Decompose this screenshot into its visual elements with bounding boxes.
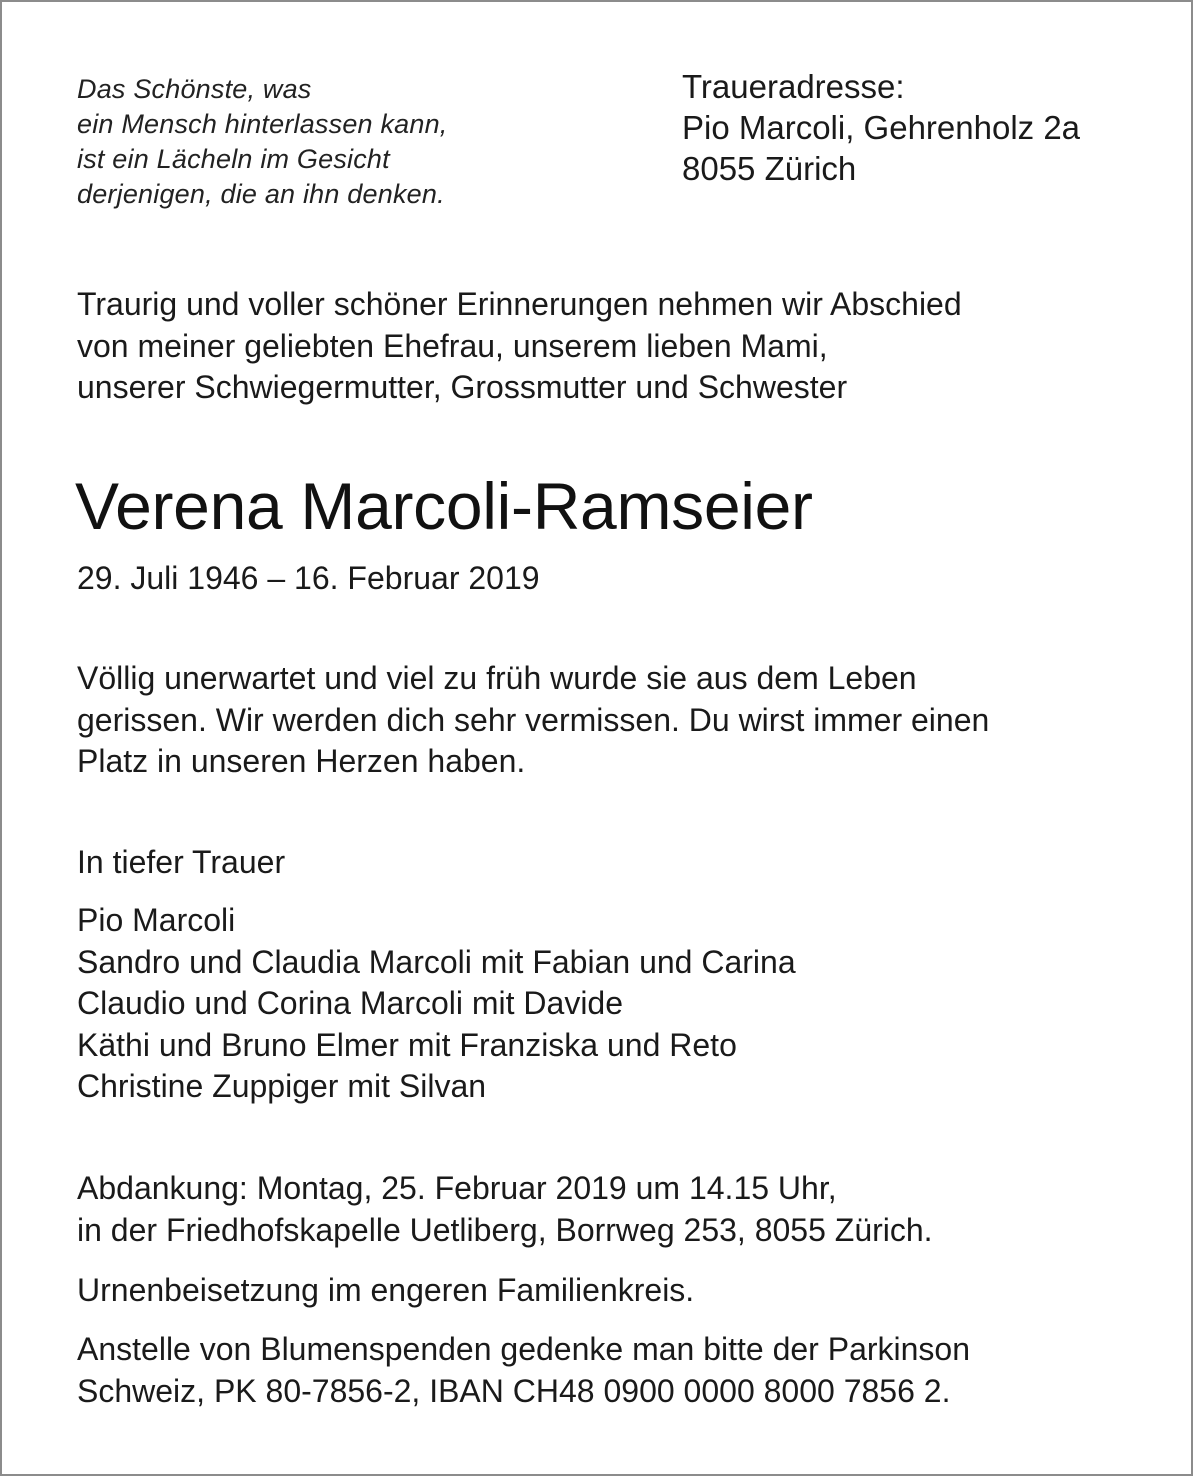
burial-info [77, 1270, 694, 1312]
service-info [77, 1168, 933, 1251]
quote-line: ist ein Lächeln im Gesicht [77, 144, 390, 174]
message-paragraph [77, 658, 989, 783]
donation-info [77, 1329, 970, 1412]
donation-line: Schweiz, PK 80-7856-2, IBAN CH48 0900 0000 8000 7856 2. [77, 1372, 951, 1409]
family-member: Käthi und Bruno Elmer mit Franziska und Reto [77, 1026, 737, 1063]
quote-line: ein Mensch hinterlassen kann, [77, 109, 448, 139]
address-city: 8055 Zürich [682, 150, 857, 187]
donation-line: Anstelle von Blumenspenden gedenke man bitte der Parkinson [77, 1331, 971, 1367]
quote-line: derjenigen, die an ihn denken. [77, 179, 445, 209]
mourning-address [682, 66, 1080, 189]
family-member: Claudio und Corina Marcoli mit Davide [77, 985, 624, 1021]
service-line: in der Friedhofskapelle Uetliberg, Borrweg 253, 8055 Zürich. [77, 1211, 933, 1248]
life-dates-text: 29. Juli 1946 – 16. Februar 2019 [77, 560, 540, 596]
service-line: Abdankung: Montag, 25. Februar 2019 um 14.15 Uhr, [77, 1170, 837, 1206]
message-line: gerissen. Wir werden dich sehr vermissen. Du wirst immer einen [77, 701, 990, 738]
family-member: Sandro und Claudia Marcoli mit Fabian und Carina [77, 943, 796, 980]
mourning-label: In tiefer Trauer [77, 844, 286, 880]
family-member: Christine Zuppiger mit Silvan [77, 1068, 487, 1104]
message-line: Platz in unseren Herzen haben. [77, 743, 526, 779]
address-street: Pio Marcoli, Gehrenholz 2a [682, 109, 1081, 146]
life-dates [77, 558, 540, 600]
deceased-name: Verena Marcoli-Ramseier [75, 469, 813, 543]
burial-text: Urnenbeisetzung im engeren Familienkreis. [77, 1272, 695, 1308]
quote-line: Das Schönste, was [77, 74, 312, 104]
intro-line: Traurig und voller schöner Erinnerungen nehmen wir Abschied [77, 286, 962, 322]
address-label: Traueradresse: [682, 68, 905, 105]
intro-paragraph [77, 284, 962, 409]
memorial-quote [77, 72, 448, 212]
intro-line: von meiner geliebten Ehefrau, unserem lieben Mami, [77, 327, 828, 364]
mourning-label-block [77, 842, 285, 884]
family-member: Pio Marcoli [77, 902, 236, 938]
message-line: Völlig unerwartet und viel zu früh wurde sie aus dem Leben [77, 660, 917, 696]
family-list [77, 900, 796, 1108]
intro-line: unserer Schwiegermutter, Grossmutter und Schwester [77, 369, 848, 405]
